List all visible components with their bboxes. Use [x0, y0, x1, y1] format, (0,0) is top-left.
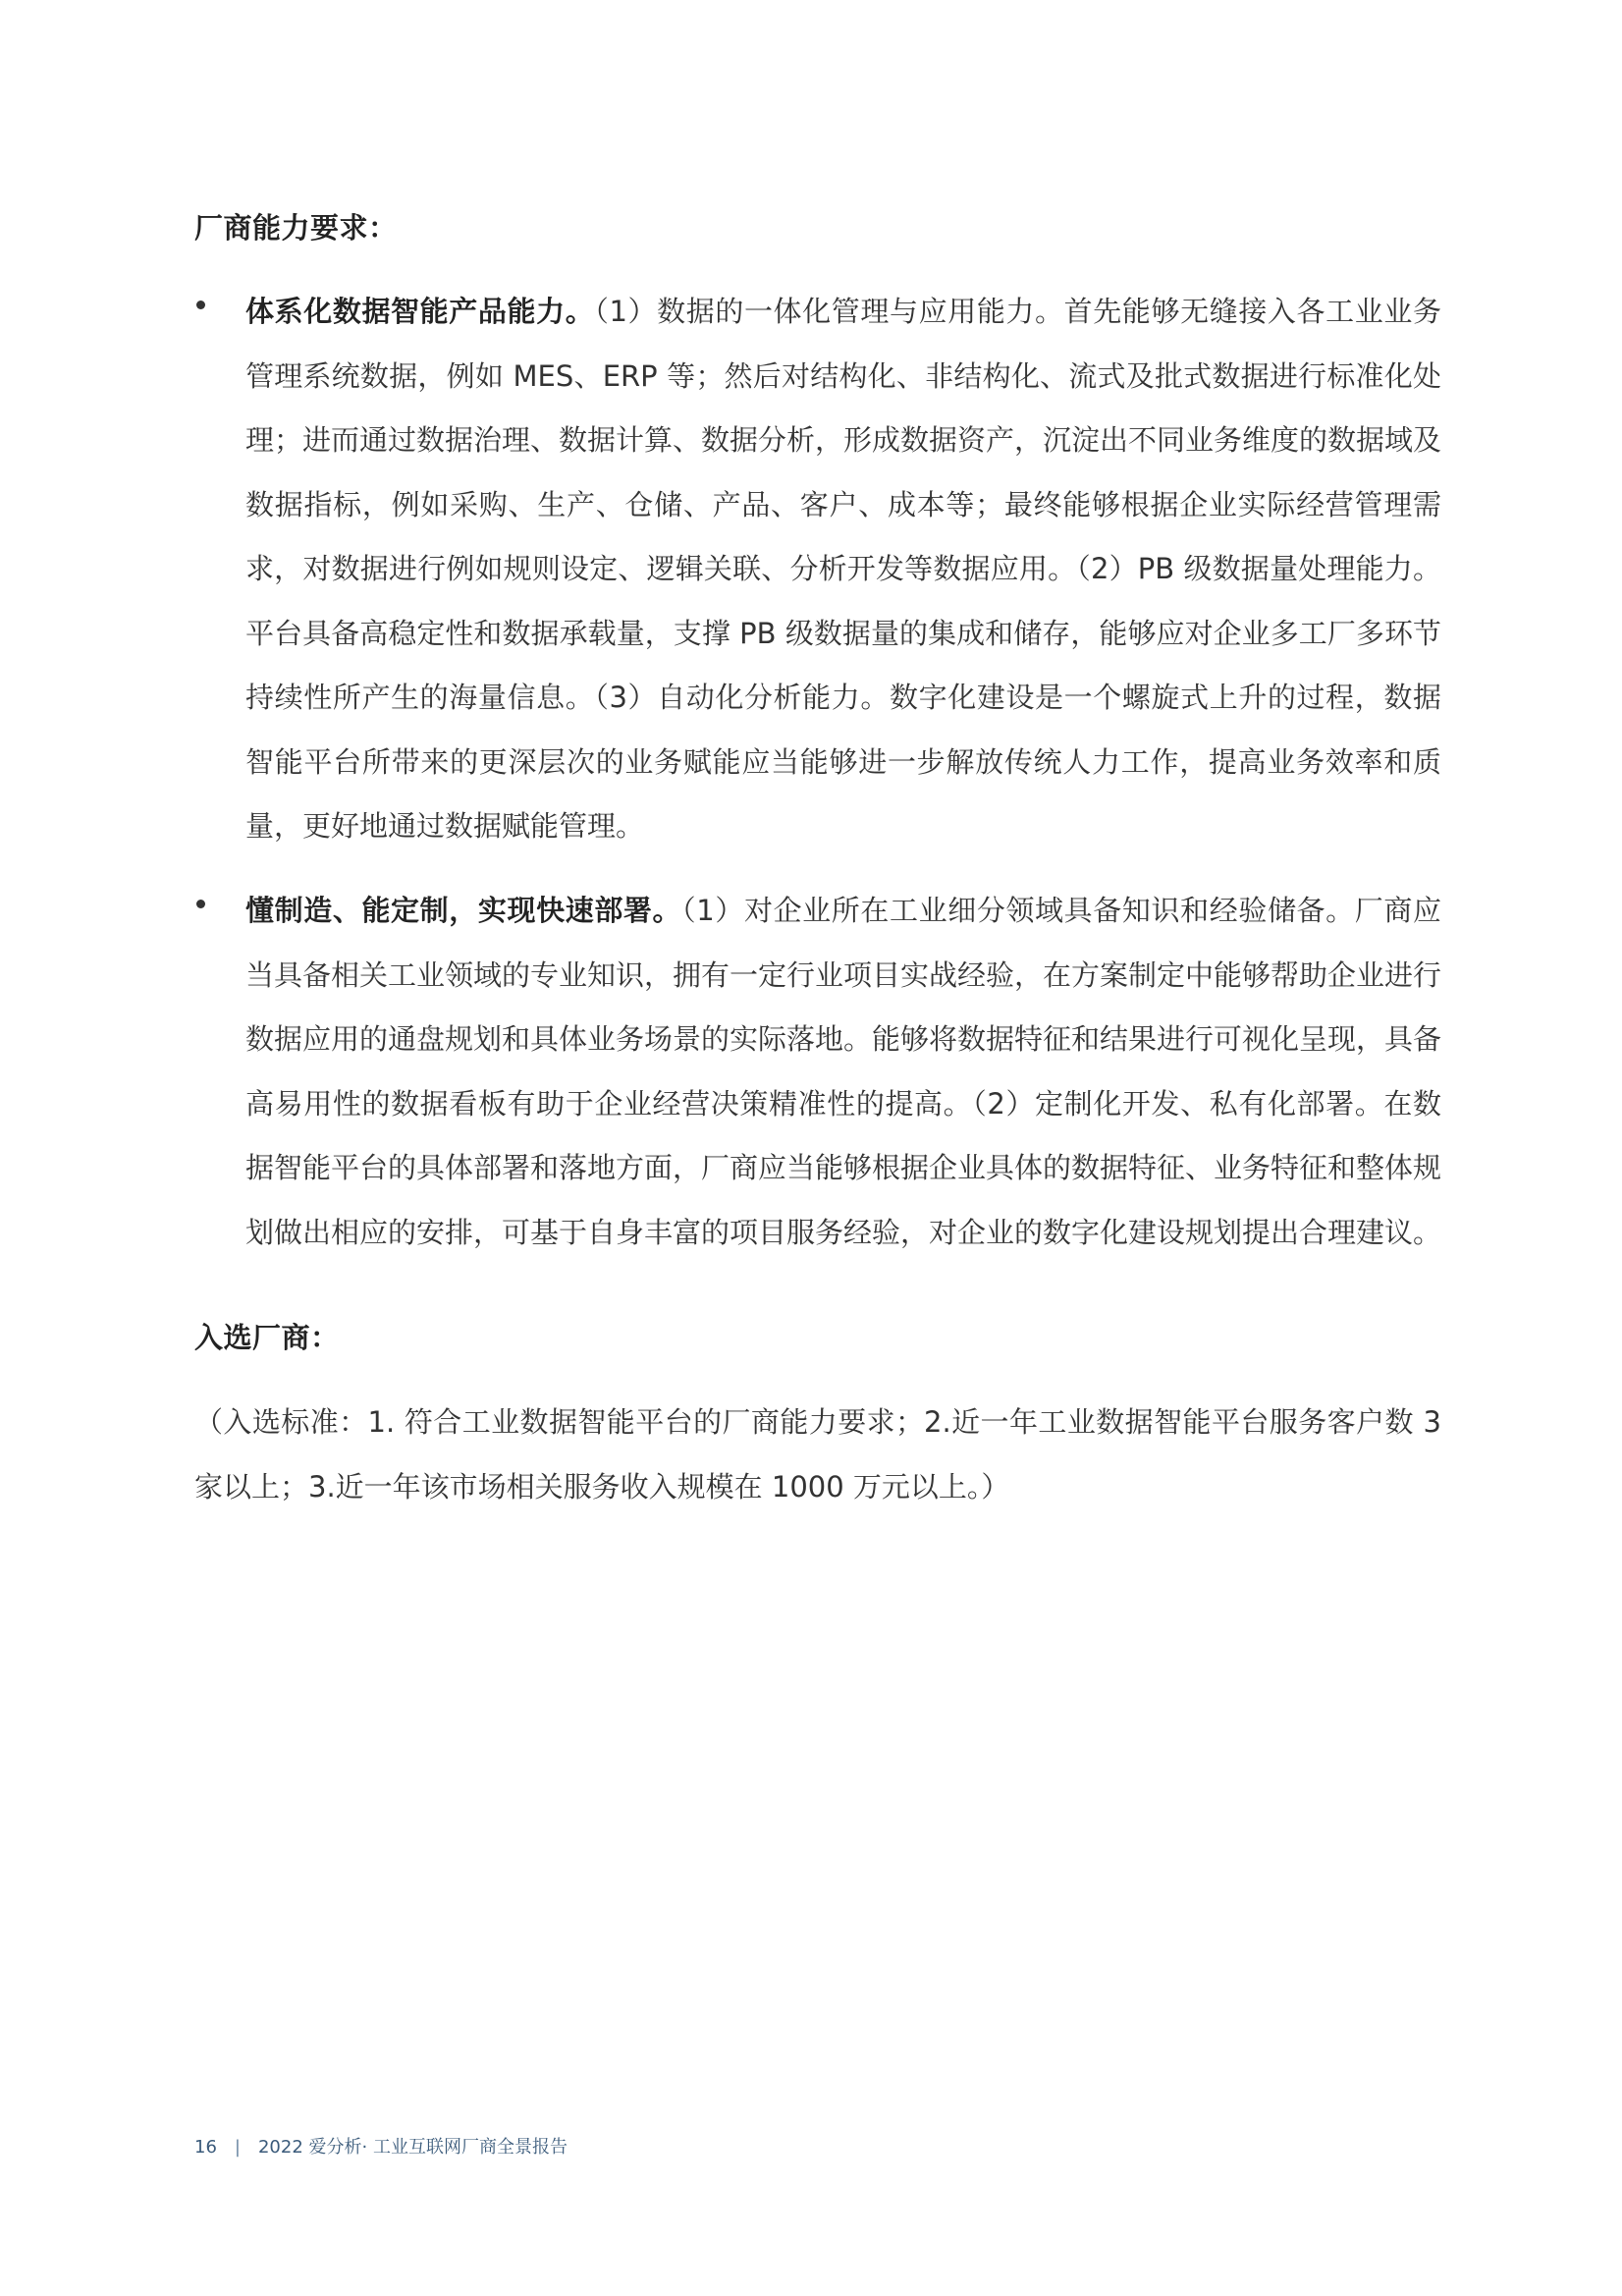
bullet-dot-icon	[196, 900, 205, 908]
bullet-dot-icon	[196, 301, 205, 309]
selected-vendors-heading: 入选厂商：	[194, 1321, 340, 1354]
bullet-lead: 体系化数据智能产品能力。	[245, 295, 595, 328]
vendor-capability-requirements-heading: 厂商能力要求：	[194, 211, 398, 245]
bullet-item	[194, 879, 1441, 1265]
bullet-lead: 懂制造、能定制，实现快速部署。	[245, 894, 682, 927]
footer-separator: |	[234, 2137, 241, 2158]
bullet-body: （1）数据的一体化管理与应用能力。首先能够无缝接入各工业业务管理系统数据，例如 MES、ERP 等；然后对结构化、非结构化、流式及批式数据进行标准化处理；进而通过数据治理、数据计算、数据分析，形成数据资产，沉淀出不同业务维度的数据域及数据指标，例如采购、生产、仓储、产品、客户、成本等；最终能够根据企业实际经营管理需求，对数据进行例如规则设定、逻辑关联、分析开发等数据应用。（2）PB 级数据量处理能力。平台具备高稳定性和数据承载量，支撑 PB 级数据量的集成和储存，能够应对企业多工厂多环节持续性所产生的海量信息。（3）自动化分析能力。数字化建设是一个螺旋式上升的过程，数据智能平台所带来的更深层次的业务赋能应当能够进一步解放传统人力工作，提高业务效率和质量，更好地通过数据赋能管理。	[245, 295, 1442, 843]
bullet-paragraph	[245, 879, 1441, 1265]
page-footer	[194, 2133, 568, 2159]
bullet-body: （1）对企业所在工业细分领域具备知识和经验储备。厂商应当具备相关工业领域的专业知识，拥有一定行业项目实战经验，在方案制定中能够帮助企业进行数据应用的通盘规划和具体业务场景的实际落地。能够将数据特征和结果进行可视化呈现，具备高易用性的数据看板有助于企业经营决策精准性的提高。（2）定制化开发、私有化部署。在数据智能平台的具体部署和落地方面，厂商应当能够根据企业具体的数据特征、业务特征和整体规划做出相应的安排，可基于自身丰富的项目服务经验，对企业的数字化建设规划提出合理建议。	[245, 894, 1442, 1249]
bullet-paragraph	[245, 280, 1441, 859]
page-number: 16	[194, 2137, 217, 2158]
selection-criteria-paragraph: （入选标准：1. 符合工业数据智能平台的厂商能力要求；2.近一年工业数据智能平台服务客户数 3 家以上；3.近一年该市场相关服务收入规模在 1000 万元以上。）	[194, 1405, 1441, 1503]
report-title: 2022 爱分析· 工业互联网厂商全景报告	[257, 2137, 568, 2158]
bullet-item	[194, 280, 1441, 859]
